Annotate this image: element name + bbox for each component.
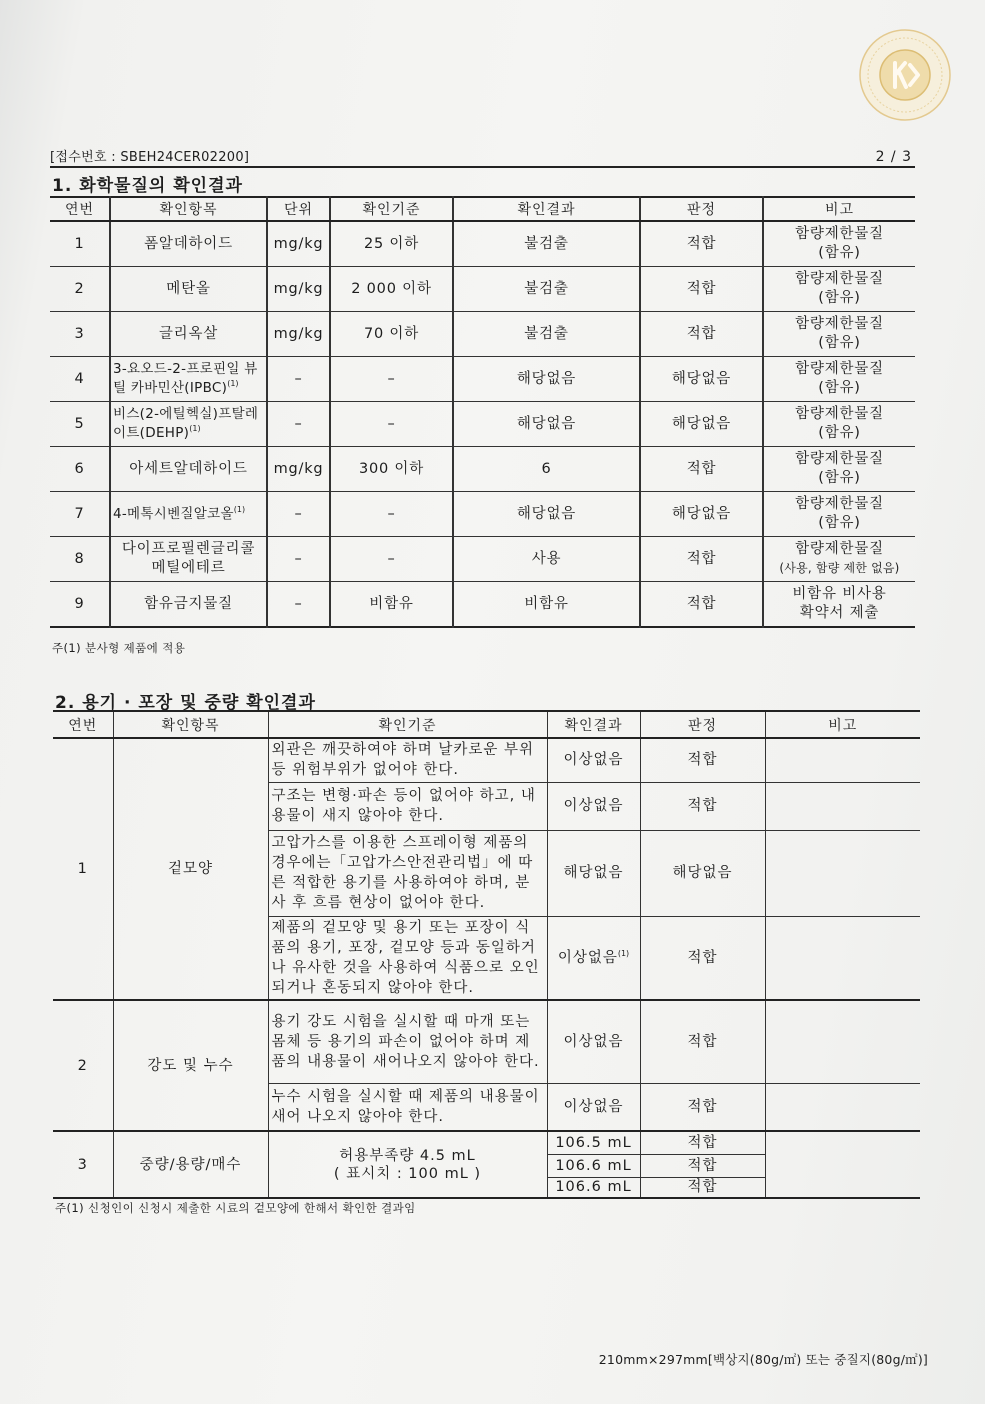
measured-value: 106.6 mL <box>547 1177 640 1198</box>
row-number: 1 <box>53 738 113 1000</box>
criterion: 외관은 깨끗하여야 하며 날카로운 부위 등 위험부위가 없어야 한다. <box>268 738 547 782</box>
receipt-number: [접수번호 : SBEH24CER02200] <box>50 150 250 165</box>
column-header: 판정 <box>640 711 765 738</box>
remark-line: 함량제한물질 <box>795 271 884 287</box>
table-row <box>50 582 915 628</box>
check-item-name: 폼알데하이드 <box>144 235 233 252</box>
result: 불검출 <box>453 221 640 267</box>
remark <box>763 312 915 357</box>
remark <box>763 447 915 492</box>
remark-line: 함량제한물질 <box>795 226 884 242</box>
judgment: 적합 <box>640 1154 765 1177</box>
remark-line: (함유) <box>818 380 861 396</box>
table-row <box>50 312 915 357</box>
check-item-name: 4-메톡시벤질알코올 <box>113 505 234 522</box>
check-item-name: 비스(2-에틸헥실)프탈레이트(DEHP) <box>113 406 259 441</box>
footnote-packaging: 주(1) 신청인이 신청시 제출한 시료의 겉모양에 한해서 확인한 결과임 <box>55 1201 416 1215</box>
criterion: 25 이하 <box>330 221 453 267</box>
judgment: 적합 <box>640 582 763 628</box>
table-row <box>50 402 915 447</box>
result-value: 이상없음 <box>557 949 618 966</box>
check-item <box>110 357 267 402</box>
column-header: 비고 <box>765 711 920 738</box>
table-row <box>53 1131 920 1154</box>
header-rule <box>50 166 915 168</box>
remark <box>763 221 915 267</box>
check-item <box>110 582 267 628</box>
chemical-results-table <box>50 196 915 628</box>
column-header: 연번 <box>53 711 113 738</box>
check-item-name: 3-요오드-2-프로핀일 뷰틸 카바민산(IPBC) <box>113 361 258 396</box>
check-item: 강도 및 누수 <box>113 1000 268 1131</box>
criterion: 고압가스를 이용한 스프레이형 제품의 경우에는「고압가스안전관리법」에 따른 적합한 용기를 사용하여야 하며, 분사 후 흐름 현상이 없어야 한다. <box>268 830 547 916</box>
check-item <box>110 537 267 582</box>
criterion: 300 이하 <box>330 447 453 492</box>
remark-line: 함량제한물질 <box>795 406 884 422</box>
remark-line: 함량제한물질 <box>795 496 884 512</box>
remark <box>765 782 920 830</box>
criterion: 2 000 이하 <box>330 267 453 312</box>
remark <box>763 582 915 628</box>
criterion: 제품의 겉모양 및 용기 또는 포장이 식품의 용기, 포장, 겉모양 등과 동일하거나 유사한 것을 사용하여 식품으로 오인되거나 혼동되지 않아야 한다. <box>268 916 547 1000</box>
judgment: 적합 <box>640 738 765 782</box>
check-item: 중량/용량/매수 <box>113 1131 268 1198</box>
column-header: 확인결과 <box>547 711 640 738</box>
judgment: 적합 <box>640 537 763 582</box>
check-item-name: 메탄올 <box>166 280 211 297</box>
result-value: 이상없음 <box>563 752 624 769</box>
remark <box>763 402 915 447</box>
result-value: 이상없음 <box>563 798 624 814</box>
result-value: 이상없음 <box>563 1098 624 1115</box>
check-item <box>110 447 267 492</box>
table-row <box>53 1000 920 1083</box>
footnote-ref: (1) <box>227 379 239 388</box>
unit: mg/kg <box>267 312 330 357</box>
row-number: 3 <box>53 1131 113 1198</box>
page-indicator: 2 / 3 <box>875 149 912 165</box>
check-item <box>110 221 267 267</box>
row-number: 2 <box>50 267 110 312</box>
remark-line: (함유) <box>818 515 861 531</box>
check-item-name: 다이프로필렌글리콜 메틸에테르 <box>121 541 256 576</box>
judgment: 적합 <box>640 782 765 830</box>
remark <box>763 357 915 402</box>
section-title-chemicals: 1. 화학물질의 확인결과 <box>52 176 243 196</box>
criterion: 70 이하 <box>330 312 453 357</box>
unit: – <box>267 537 330 582</box>
column-header: 확인항목 <box>113 711 268 738</box>
result: 불검출 <box>453 312 640 357</box>
column-header: 확인기준 <box>330 197 453 221</box>
criterion: 비함유 <box>330 582 453 628</box>
table-row <box>50 357 915 402</box>
judgment: 해당없음 <box>640 492 763 537</box>
judgment: 적합 <box>640 447 763 492</box>
row-number: 8 <box>50 537 110 582</box>
unit: mg/kg <box>267 267 330 312</box>
check-item-name: 함유금지물질 <box>144 595 233 612</box>
check-item: 겉모양 <box>113 738 268 1000</box>
result <box>547 916 640 1000</box>
judgment: 적합 <box>640 1083 765 1131</box>
judgment: 적합 <box>640 1177 765 1198</box>
criterion: 구조는 변형·파손 등이 없어야 하고, 내용물이 새지 않아야 한다. <box>268 782 547 830</box>
result: 비함유 <box>453 582 640 628</box>
result <box>547 830 640 916</box>
remark <box>765 1000 920 1083</box>
check-item <box>110 492 267 537</box>
column-header: 판정 <box>640 197 763 221</box>
criterion-line: ( 표시치 : 100 mL ) <box>333 1165 482 1182</box>
table-header-row <box>50 197 915 221</box>
check-item <box>110 402 267 447</box>
row-number: 2 <box>53 1000 113 1131</box>
result-value: 이상없음 <box>563 1033 624 1050</box>
criterion-line: 허용부족량 4.5 mL <box>339 1147 476 1164</box>
table-row <box>50 221 915 267</box>
footnote-chemicals: 주(1) 분사형 제품에 적용 <box>52 641 186 655</box>
remark-line: 함량제한물질 <box>795 316 884 332</box>
remark-line: (함유) <box>818 335 861 351</box>
table-row <box>50 267 915 312</box>
criterion: – <box>330 537 453 582</box>
result: 해당없음 <box>453 492 640 537</box>
remark-line: (함유) <box>818 470 861 486</box>
measured-value: 106.6 mL <box>547 1154 640 1177</box>
remark <box>765 830 920 916</box>
row-number: 3 <box>50 312 110 357</box>
row-number: 6 <box>50 447 110 492</box>
judgment: 해당없음 <box>640 830 765 916</box>
table-row <box>53 738 920 782</box>
check-item-name: 글리옥살 <box>158 325 219 342</box>
result <box>547 1083 640 1131</box>
row-number: 9 <box>50 582 110 628</box>
criterion <box>268 1131 547 1198</box>
criterion: – <box>330 402 453 447</box>
result <box>547 782 640 830</box>
column-header: 확인기준 <box>268 711 547 738</box>
section-title-packaging: 2. 용기 · 포장 및 중량 확인결과 <box>55 693 316 713</box>
remark-line: 확약서 제출 <box>799 605 880 621</box>
result <box>547 738 640 782</box>
result: 6 <box>453 447 640 492</box>
result-value: 해당없음 <box>563 865 624 881</box>
remark-line: (함유) <box>818 245 861 261</box>
footnote-ref: (1) <box>617 948 630 958</box>
row-number: 7 <box>50 492 110 537</box>
table-row <box>50 537 915 582</box>
unit: mg/kg <box>267 447 330 492</box>
judgment: 해당없음 <box>640 357 763 402</box>
remark <box>765 916 920 1000</box>
column-header: 연번 <box>50 197 110 221</box>
judgment: 적합 <box>640 1131 765 1154</box>
footnote-ref: (1) <box>189 424 201 433</box>
remark-line: 비함유 비사용 <box>792 586 887 602</box>
unit: – <box>267 492 330 537</box>
check-item <box>110 267 267 312</box>
unit: – <box>267 582 330 628</box>
unit: – <box>267 357 330 402</box>
remark <box>765 1131 920 1198</box>
judgment: 해당없음 <box>640 402 763 447</box>
remark <box>765 738 920 782</box>
remark-line: 함량제한물질 <box>795 451 884 467</box>
result: 사용 <box>453 537 640 582</box>
judgment: 적합 <box>640 221 763 267</box>
check-item-name: 아세트알데하이드 <box>129 460 248 477</box>
remark-line: (함유) <box>818 425 861 441</box>
criterion: 누수 시험을 실시할 때 제품의 내용물이 새어 나오지 않아야 한다. <box>268 1083 547 1131</box>
row-number: 5 <box>50 402 110 447</box>
judgment: 적합 <box>640 312 763 357</box>
row-number: 1 <box>50 221 110 267</box>
column-header: 비고 <box>763 197 915 221</box>
result: 해당없음 <box>453 402 640 447</box>
column-header: 단위 <box>267 197 330 221</box>
result <box>547 1000 640 1083</box>
remark <box>763 537 915 582</box>
criterion: 용기 강도 시험을 실시할 때 마개 또는 몸체 등 용기의 파손이 없어야 하며 제품의 내용물이 새어나오지 않아야 한다. <box>268 1000 547 1083</box>
footnote-ref: (1) <box>233 504 246 514</box>
remark <box>765 1083 920 1131</box>
paper-spec: 210mm×297mm[백상지(80g/㎡) 또는 중질지(80g/㎡)] <box>598 1352 928 1367</box>
remark-line: 함량제한물질 <box>795 541 884 557</box>
remark <box>763 492 915 537</box>
table-row <box>50 447 915 492</box>
unit: mg/kg <box>267 221 330 267</box>
criterion: – <box>330 357 453 402</box>
remark-line: (함유) <box>818 290 861 306</box>
remark-line: 함량제한물질 <box>795 361 884 377</box>
judgment: 적합 <box>640 916 765 1000</box>
row-number: 4 <box>50 357 110 402</box>
result: 해당없음 <box>453 357 640 402</box>
check-item <box>110 312 267 357</box>
column-header: 확인항목 <box>110 197 267 221</box>
packaging-results-table <box>53 710 920 1199</box>
certification-seal-icon <box>858 28 952 122</box>
judgment: 적합 <box>640 1000 765 1083</box>
measured-value: 106.5 mL <box>547 1131 640 1154</box>
remark-line: (사용, 함량 제한 없음) <box>779 561 900 575</box>
table-row <box>50 492 915 537</box>
column-header: 확인결과 <box>453 197 640 221</box>
table-header-row <box>53 711 920 738</box>
judgment: 적합 <box>640 267 763 312</box>
result: 불검출 <box>453 267 640 312</box>
remark <box>763 267 915 312</box>
unit: – <box>267 402 330 447</box>
criterion: – <box>330 492 453 537</box>
